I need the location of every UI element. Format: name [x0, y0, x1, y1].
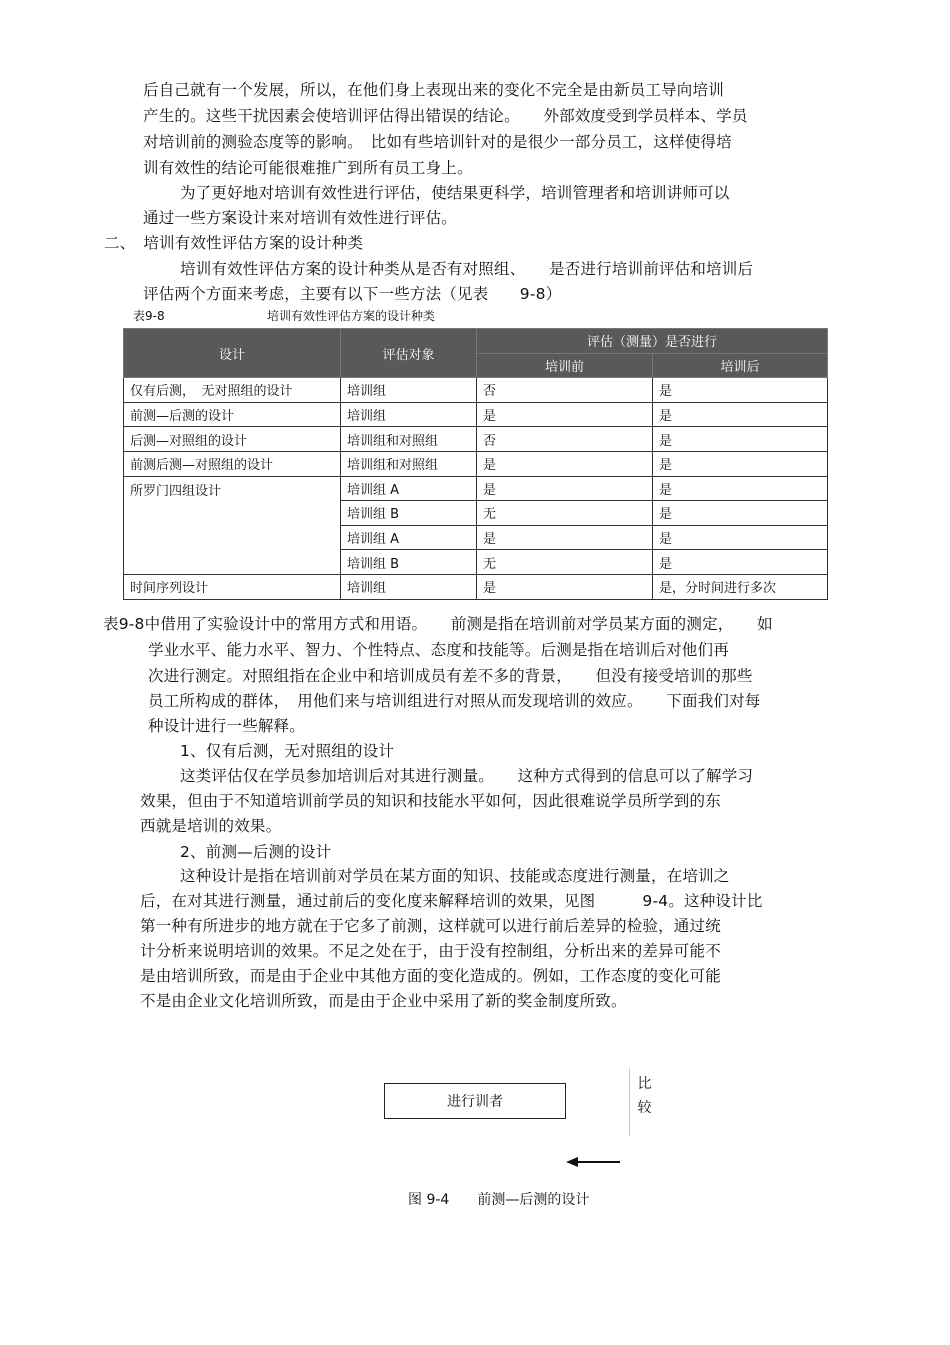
header-design: 设计 — [124, 329, 341, 378]
paragraph-line: 为了更好地对培训有效性进行评估，使结果更科学，培训管理者和培训讲师可以 — [180, 184, 730, 202]
paragraph-line: 员工所构成的群体， 用他们来与培训组进行对照从而发现培训的效应。 下面我们对每 — [148, 692, 761, 710]
table-header-row — [124, 329, 828, 354]
paragraph-line: 表9-8中借用了实验设计中的常用方式和用语。 前测是指在培训前对学员某方面的测定， 如 — [103, 615, 773, 633]
cell-target: 培训组 — [341, 574, 477, 599]
trainee-box-label: 进行训者 — [447, 1094, 503, 1110]
table-row — [124, 427, 828, 452]
figure-caption: 图 9-4 前测—后测的设计 — [408, 1192, 590, 1208]
cell-design: 后测—对照组的设计 — [124, 427, 341, 452]
paragraph-line: 对培训前的测验态度等的影响。 比如有些培训针对的是很少一部分员工，这样使得培 — [143, 133, 732, 151]
paragraph-line: 产生的。这些干扰因素会使培训评估得出错误的结论。 外部效度受到学员样本、学员 — [143, 107, 748, 125]
cell-before: 是 — [477, 525, 653, 550]
cell-after: 是 — [653, 378, 828, 403]
cell-before: 是 — [477, 451, 653, 476]
cell-design: 仅有后测， 无对照组的设计 — [124, 378, 341, 403]
table-row — [124, 451, 828, 476]
paragraph-line: 效果，但由于不知道培训前学员的知识和技能水平如何，因此很难说学员所学到的东 — [140, 792, 721, 810]
cell-after: 是 — [653, 525, 828, 550]
cell-design: 前测后测—对照组的设计 — [124, 451, 341, 476]
paragraph-line: 学业水平、能力水平、智力、个性特点、态度和技能等。后测是指在培训后对他们再 — [148, 641, 729, 659]
compare-char: 较 — [637, 1100, 652, 1116]
paragraph-line: 次进行测定。对照组指在企业中和培训成员有差不多的背景， 但没有接受培训的那些 — [148, 667, 753, 685]
paragraph-line: 这类评估仅在学员参加培训后对其进行测量。 这种方式得到的信息可以了解学习 — [180, 767, 754, 785]
cell-target: 培训组 A — [341, 525, 477, 550]
table-row — [124, 574, 828, 599]
trainee-box — [384, 1083, 566, 1119]
paragraph-line: 是由培训所致，而是由于企业中其他方面的变化造成的。例如，工作态度的变化可能 — [140, 967, 721, 985]
left-arrow-icon — [566, 1154, 622, 1170]
header-before: 培训前 — [477, 353, 653, 378]
table-row — [124, 402, 828, 427]
cell-after: 是，分时间进行多次 — [653, 574, 828, 599]
cell-before: 否 — [477, 378, 653, 403]
cell-target: 培训组 — [341, 378, 477, 403]
paragraph-line: 这种设计是指在培训前对学员在某方面的知识、技能或态度进行测量，在培训之 — [180, 867, 730, 885]
paragraph-line: 种设计进行一些解释。 — [148, 717, 306, 735]
cell-after: 是 — [653, 427, 828, 452]
cell-design: 所罗门四组设计 — [124, 476, 341, 574]
paragraph-line: 计分析来说明培训的效果。不足之处在于，由于没有控制组，分析出来的差异可能不 — [140, 942, 721, 960]
cell-target: 培训组和对照组 — [341, 451, 477, 476]
cell-design: 前测—后测的设计 — [124, 402, 341, 427]
cell-target: 培训组 B — [341, 550, 477, 575]
paragraph-line: 第一种有所进步的地方就在于它多了前测，这样就可以进行前后差异的检验，通过统 — [140, 917, 721, 935]
paragraph-line: 通过一些方案设计来对培训有效性进行评估。 — [143, 209, 458, 227]
section-heading: 二、 培训有效性评估方案的设计种类 — [104, 234, 364, 252]
subsection-heading: 1、仅有后测，无对照组的设计 — [180, 742, 395, 760]
paragraph-line: 西就是培训的效果。 — [140, 817, 282, 835]
table-row — [124, 378, 828, 403]
header-after: 培训后 — [653, 353, 828, 378]
header-measure-group: 评估（测量）是否进行 — [477, 329, 828, 354]
compare-char: 比 — [637, 1076, 652, 1092]
table-row — [124, 476, 828, 501]
cell-before: 无 — [477, 501, 653, 526]
design-table — [123, 328, 828, 600]
cell-after: 是 — [653, 550, 828, 575]
cell-before: 无 — [477, 550, 653, 575]
cell-after: 是 — [653, 402, 828, 427]
cell-before: 否 — [477, 427, 653, 452]
cell-after: 是 — [653, 476, 828, 501]
paragraph-line: 培训有效性评估方案的设计种类从是否有对照组、 是否进行培训前评估和培训后 — [180, 260, 754, 278]
compare-label — [629, 1068, 659, 1136]
cell-target: 培训组 — [341, 402, 477, 427]
cell-before: 是 — [477, 476, 653, 501]
cell-before: 是 — [477, 574, 653, 599]
table-number: 表9-8 — [133, 309, 165, 323]
cell-target: 培训组 B — [341, 501, 477, 526]
cell-target: 培训组和对照组 — [341, 427, 477, 452]
cell-after: 是 — [653, 501, 828, 526]
paragraph-line: 评估两个方面来考虑，主要有以下一些方法（见表 9-8） — [143, 285, 562, 303]
cell-before: 是 — [477, 402, 653, 427]
subsection-heading: 2、前测—后测的设计 — [180, 843, 332, 861]
cell-after: 是 — [653, 451, 828, 476]
cell-target: 培训组 A — [341, 476, 477, 501]
header-target: 评估对象 — [341, 329, 477, 378]
paragraph-line: 训有效性的结论可能很难推广到所有员工身上。 — [143, 159, 473, 177]
table-title: 培训有效性评估方案的设计种类 — [267, 309, 436, 323]
paragraph-line: 后自己就有一个发展，所以，在他们身上表现出来的变化不完全是由新员工导向培训 — [143, 81, 724, 99]
paragraph-line: 不是由企业文化培训所致，而是由于企业中采用了新的奖金制度所致。 — [140, 992, 627, 1010]
paragraph-line: 后，在对其进行测量，通过前后的变化度来解释培训的效果，见图 9-4。这种设计比 — [140, 892, 763, 910]
cell-design: 时间序列设计 — [124, 574, 341, 599]
